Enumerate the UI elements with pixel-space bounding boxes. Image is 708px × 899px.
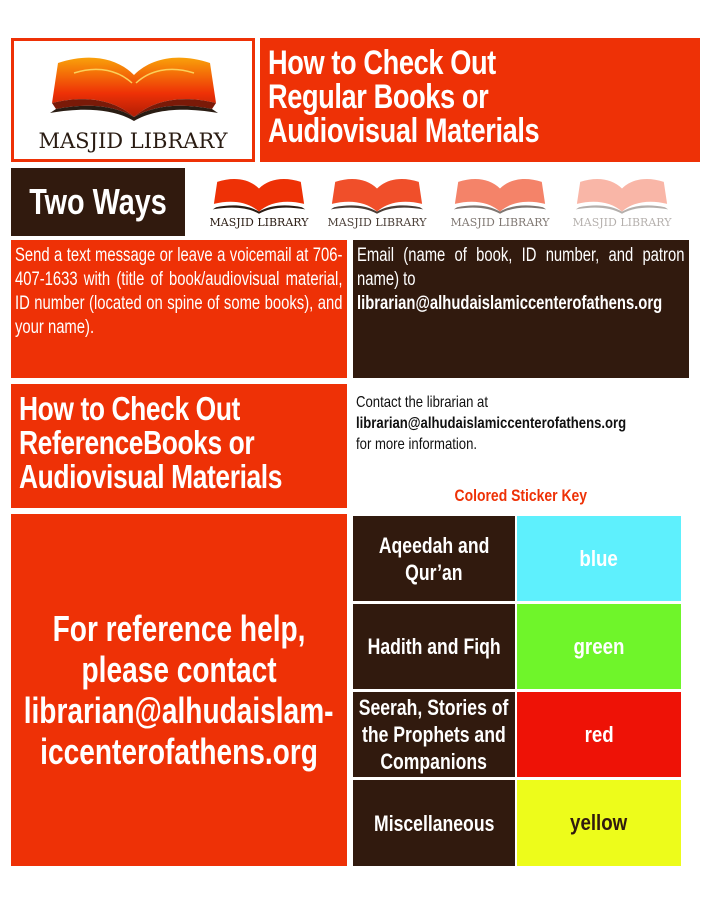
sticker-color-red — [517, 692, 681, 777]
category-line: Seerah, Stories of — [359, 695, 509, 720]
title-line: Regular Books or — [268, 78, 489, 116]
sticker-category-aqeedah — [353, 516, 515, 601]
open-book-icon — [321, 172, 433, 216]
color-name: yellow — [570, 810, 628, 835]
sticker-category-hadith — [353, 604, 515, 689]
color-name: green — [573, 633, 625, 659]
contact-line: Contact the librarian at — [356, 394, 489, 411]
sticker-category-seerah — [353, 692, 515, 777]
category-line: Aqeedah and — [378, 532, 490, 558]
category-line: Miscellaneous — [373, 810, 495, 836]
color-name: red — [584, 721, 614, 747]
category-line: Hadith and Fiqh — [367, 634, 501, 659]
open-book-icon — [566, 172, 678, 216]
sticker-key-title — [353, 486, 689, 506]
category-line: Companions — [380, 749, 488, 774]
masjid-library-logo — [11, 38, 255, 162]
title-line: Audiovisual Materials — [19, 458, 283, 495]
mini-logo-text: MASJID LIBRARY — [327, 216, 427, 229]
mini-logo-text: MASJID LIBRARY — [209, 216, 309, 229]
category-line: the Prophets and — [362, 722, 506, 747]
mini-logo-text: MASJID LIBRARY — [572, 216, 672, 229]
mini-logo — [321, 172, 433, 234]
sticker-color-yellow — [517, 780, 681, 866]
sticker-color-blue — [517, 516, 681, 601]
open-book-icon — [44, 45, 224, 125]
contact-librarian — [356, 392, 696, 455]
reference-help-box — [11, 514, 347, 866]
way1-text: Send a text message or leave a voicemail at 706-407-1633 with (title of book/audiovisual material, ID number (located on spine of some books), and your name). — [15, 245, 343, 338]
title-line: Audiovisual Materials — [268, 112, 540, 150]
way2-text-container — [357, 244, 684, 316]
mini-logo — [203, 172, 315, 234]
title-line: How to Check Out — [19, 390, 240, 427]
sticker-category-misc — [353, 780, 515, 866]
title-regular-checkout — [260, 38, 700, 162]
open-book-icon — [203, 172, 315, 216]
sticker-key-title-text: Colored Sticker Key — [454, 486, 588, 505]
reference-help-email[interactable]: iccenterofathens.org — [40, 731, 318, 772]
mini-logo-text: MASJID LIBRARY — [450, 216, 550, 229]
sticker-color-green — [517, 604, 681, 689]
way2-email-link[interactable]: librarian@alhudaislamiccenterofathens.org — [357, 293, 663, 314]
contact-email-link[interactable]: librarian@alhudaislamiccenterofathens.org — [356, 415, 627, 432]
title-line: ReferenceBooks or — [19, 424, 255, 461]
two-ways-label — [11, 168, 185, 236]
way-text-message — [11, 240, 347, 378]
open-book-icon — [444, 172, 556, 216]
way2-text: Email (name of book, ID number, and patron name) to — [357, 245, 685, 290]
mini-logo — [566, 172, 678, 234]
reference-help-line: For reference help, — [52, 608, 306, 649]
reference-help-email[interactable]: librarian@alhudaislam- — [24, 690, 334, 731]
reference-help-line: please contact — [81, 649, 277, 690]
contact-line: for more information. — [356, 436, 478, 453]
mini-logo — [444, 172, 556, 234]
way-email — [353, 240, 689, 378]
category-line: Qur’an — [405, 559, 463, 585]
logo-text: MASJID LIBRARY — [38, 129, 228, 153]
title-line: How to Check Out — [268, 44, 496, 82]
two-ways-text: Two Ways — [29, 181, 167, 222]
color-name: blue — [579, 545, 619, 571]
title-reference-checkout — [11, 384, 347, 508]
